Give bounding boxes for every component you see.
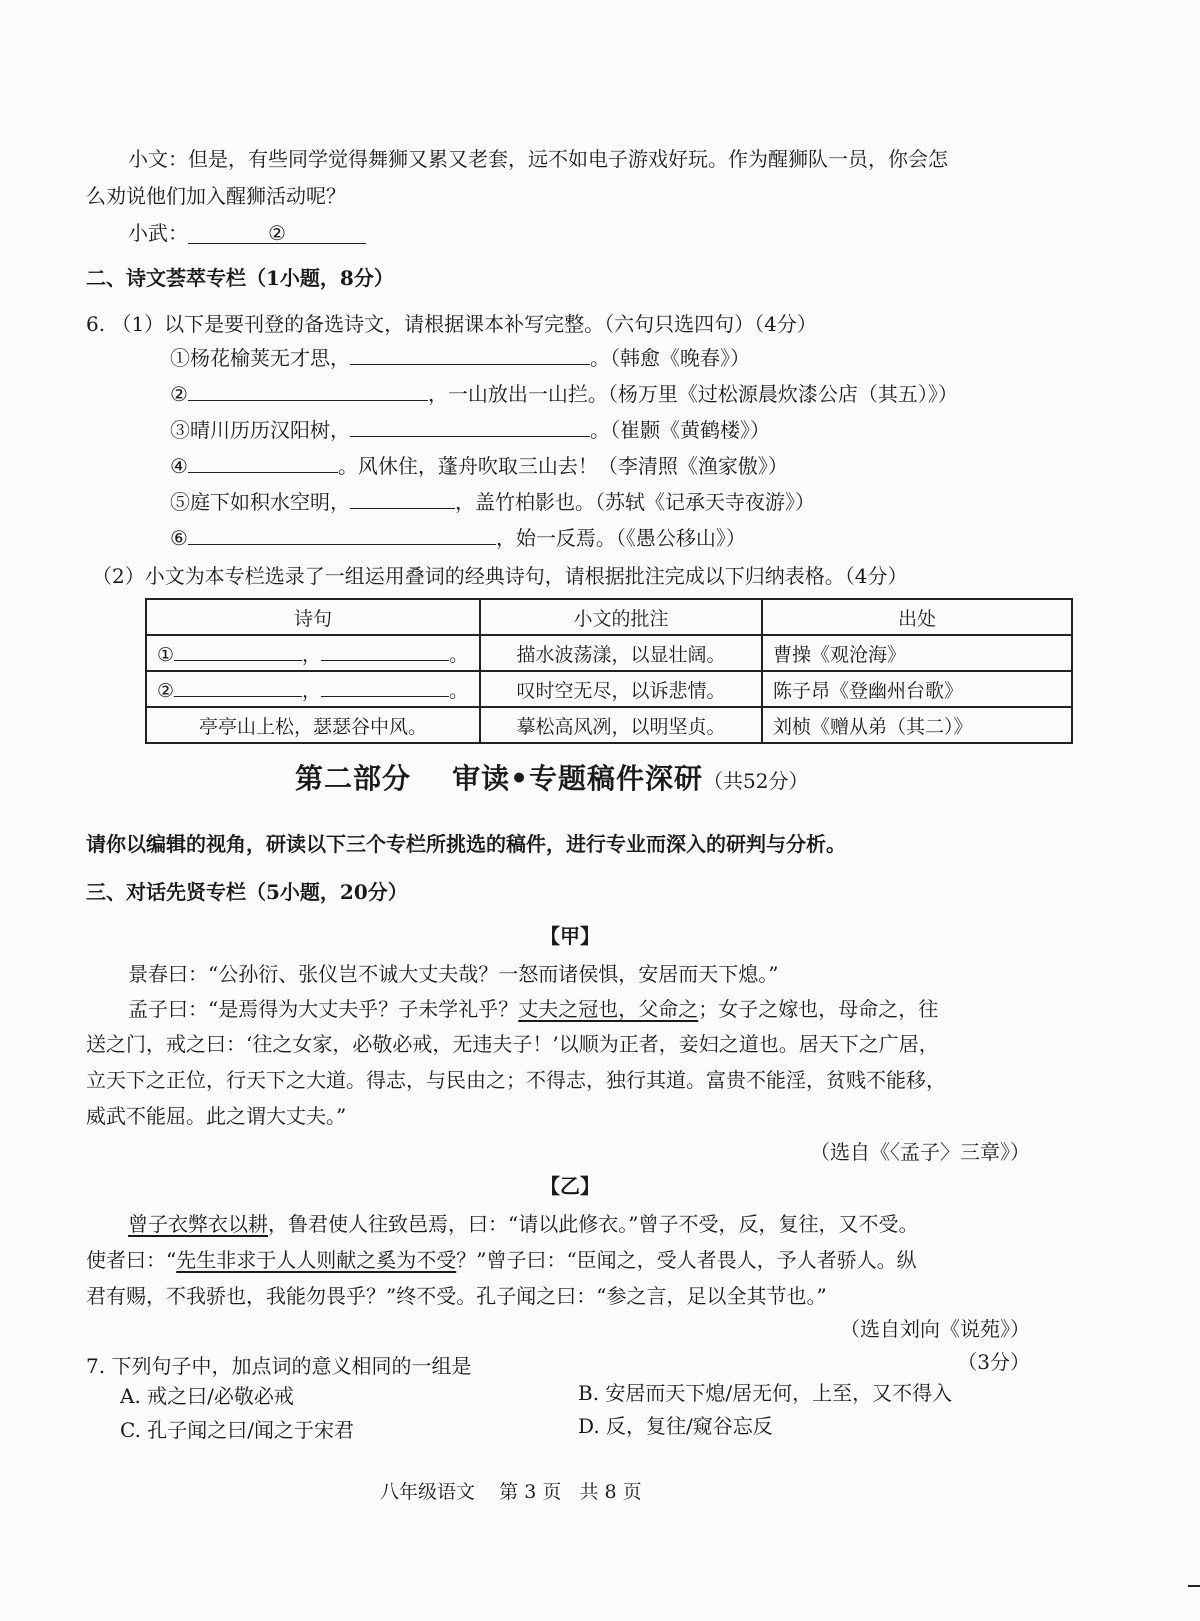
poem-cell: ② ， 。 <box>146 671 480 707</box>
text: 使者曰：“ <box>86 1248 177 1272</box>
table-row <box>146 635 1072 671</box>
section-heading-sages: 三、对话先贤专栏（5小题，20分） <box>86 880 408 904</box>
blank-number: ② <box>268 221 286 245</box>
text: ？”曾子曰：“臣闻之，受人者畏人，予人者骄人。纵 <box>456 1248 917 1272</box>
part-title: 第二部分 <box>295 762 412 795</box>
jia-line-1: 景春曰：“公孙衍、张仪岂不诚大丈夫哉？一怒而诸侯惧，安居而天下熄。” <box>128 962 779 986</box>
table-header: 出处 <box>762 599 1072 635</box>
underlined-text: 丈夫之冠也，父命之 <box>518 997 699 1021</box>
q7-option-c[interactable]: C. 孔子闻之曰/闻之于宋君 <box>120 1418 355 1442</box>
jia-line-4: 立天下之正位，行天下之大道。得志，与民由之；不得志，独行其道。富贵不能淫，贫贱不能移， <box>86 1068 946 1092</box>
text: ，鲁君使人往致邑焉，曰：“请以此修衣。”曾子不受，反，复往，又不受。 <box>268 1212 919 1236</box>
answer-blank[interactable] <box>321 678 449 697</box>
row-number: ② <box>157 679 175 702</box>
answer-blank[interactable] <box>188 454 338 473</box>
answer-blank[interactable] <box>350 418 590 437</box>
note-cell: 摹松高风冽，以明坚贞。 <box>480 707 762 743</box>
line-pre: ② <box>170 382 188 406</box>
q6-part2-stem: （2）小文为本专栏选录了一组运用叠词的经典诗句，请根据批注完成以下归纳表格。（4分） <box>92 564 908 588</box>
line-pre: ①杨花榆荚无才思， <box>170 346 350 370</box>
part-score: （共52分） <box>703 769 809 793</box>
line-pre: ⑤庭下如积水空明， <box>170 490 350 514</box>
section-heading-poetry: 二、诗文荟萃专栏（1小题，8分） <box>86 266 394 290</box>
line-post: ，一山放出一山拦。（杨万里《过松源晨炊漆公店（其五）》） <box>427 382 958 406</box>
answer-blank[interactable] <box>350 490 455 509</box>
jia-source: （选自《〈孟子〉三章》） <box>810 1140 1030 1164</box>
answer-blank-2[interactable] <box>188 221 366 244</box>
yi-line-3: 君有赐，不我骄也，我能勿畏乎？”终不受。孔子闻之曰：“参之言，足以全其节也。” <box>86 1284 827 1308</box>
q6-stem: 6. （1）以下是要刊登的备选诗文，请根据课本补写完整。（六句只选四句）（4分） <box>86 312 817 336</box>
source-cell: 刘桢《赠从弟（其二）》 <box>762 707 1072 743</box>
passage-label-jia: 【甲】 <box>540 924 600 948</box>
jia-line-3: 送之门，戒之曰：‘往之女家，必敬必戒，无违夫子！’以顺为正者，妾妇之道也。居天下之广居， <box>86 1032 939 1056</box>
q7-option-a[interactable]: A. 戒之曰/必敬必戒 <box>120 1384 294 1408</box>
table-row <box>146 707 1072 743</box>
q7-option-d[interactable]: D. 反，复往/窥谷忘反 <box>578 1414 773 1438</box>
line-post: ，始一反焉。（《愚公移山》） <box>495 526 746 550</box>
table-header-row <box>146 599 1072 635</box>
xiaowen-line-cont: 么劝说他们加入醒狮活动呢？ <box>86 184 346 208</box>
line-post: 。风休住，蓬舟吹取三山去！（李清照《渔家傲》） <box>337 454 788 478</box>
jia-line-2 <box>128 993 938 1022</box>
line-post: 。（崔颢《黄鹤楼》） <box>590 418 770 442</box>
answer-blank[interactable] <box>188 526 496 545</box>
jia-line-5: 威武不能屈。此之谓大丈夫。” <box>86 1104 347 1128</box>
source-cell: 曹操《观沧海》 <box>762 635 1072 671</box>
text: ；女子之嫁也，母命之，往 <box>698 997 939 1021</box>
line-pre: ⑥ <box>170 526 188 550</box>
row-number: ① <box>157 643 175 666</box>
xiaowen-line: 小文：但是，有些同学觉得舞狮又累又老套，远不如电子游戏好玩。作为醒狮队一员，你会怎 <box>128 147 948 171</box>
yi-line-2 <box>86 1244 917 1273</box>
line-pre: ④ <box>170 454 188 478</box>
yi-line-1 <box>128 1208 918 1237</box>
passage-label-yi: 【乙】 <box>540 1174 600 1198</box>
q6-line-5 <box>170 486 815 515</box>
text: 孟子曰：“是焉得为大丈夫乎？子未学礼乎？ <box>128 997 519 1021</box>
source-cell: 陈子昂《登幽州台歌》 <box>762 671 1072 707</box>
edge-mark <box>1188 1585 1200 1587</box>
q6-line-6 <box>170 522 746 551</box>
summary-table <box>145 598 1073 744</box>
q6-line-4 <box>170 450 788 479</box>
answer-blank[interactable] <box>174 678 302 697</box>
answer-blank[interactable] <box>174 642 302 661</box>
yi-source: （选自刘向《说苑》） <box>840 1317 1030 1341</box>
q6-line-2 <box>170 378 958 407</box>
q6-line-1 <box>170 342 750 371</box>
part-two-intro: 请你以编辑的视角，研读以下三个专栏所挑选的稿件，进行专业而深入的研判与分析。 <box>86 832 846 856</box>
table-header: 诗句 <box>146 599 480 635</box>
xiaowu-label: 小武： <box>128 221 188 245</box>
q6-line-3 <box>170 414 770 443</box>
table-header: 小文的批注 <box>480 599 762 635</box>
table-row <box>146 671 1072 707</box>
note-cell: 描水波荡漾，以显壮阔。 <box>480 635 762 671</box>
answer-blank[interactable] <box>321 642 449 661</box>
line-pre: ③晴川历历汉阳树， <box>170 418 350 442</box>
answer-blank[interactable] <box>350 346 590 365</box>
line-post: ，盖竹柏影也。（苏轼《记承天寺夜游》） <box>455 490 815 514</box>
note-cell: 叹时空无尽，以诉悲情。 <box>480 671 762 707</box>
part-subtitle: 审读•专题稿件深研 <box>452 762 704 795</box>
page-footer: 八年级语文 第 3 页 共 8 页 <box>380 1481 642 1503</box>
underlined-text: 先生非求于人人则献之奚为不受 <box>176 1248 457 1272</box>
xiaowu-answer-line <box>128 217 366 246</box>
part-two-title <box>295 757 808 797</box>
q7-stem: 7. 下列句子中，加点词的意义相同的一组是 <box>86 1354 472 1378</box>
line-post: 。（韩愈《晚春》） <box>590 346 750 370</box>
q7-score: （3分） <box>957 1350 1030 1374</box>
underlined-text: 曾子衣弊衣以耕 <box>128 1212 268 1236</box>
poem-cell: 亭亭山上松，瑟瑟谷中风。 <box>146 707 480 743</box>
answer-blank[interactable] <box>188 382 428 401</box>
q7-option-b[interactable]: B. 安居而天下熄/居无何，上至，又不得入 <box>578 1381 953 1405</box>
poem-cell: ① ， 。 <box>146 635 480 671</box>
